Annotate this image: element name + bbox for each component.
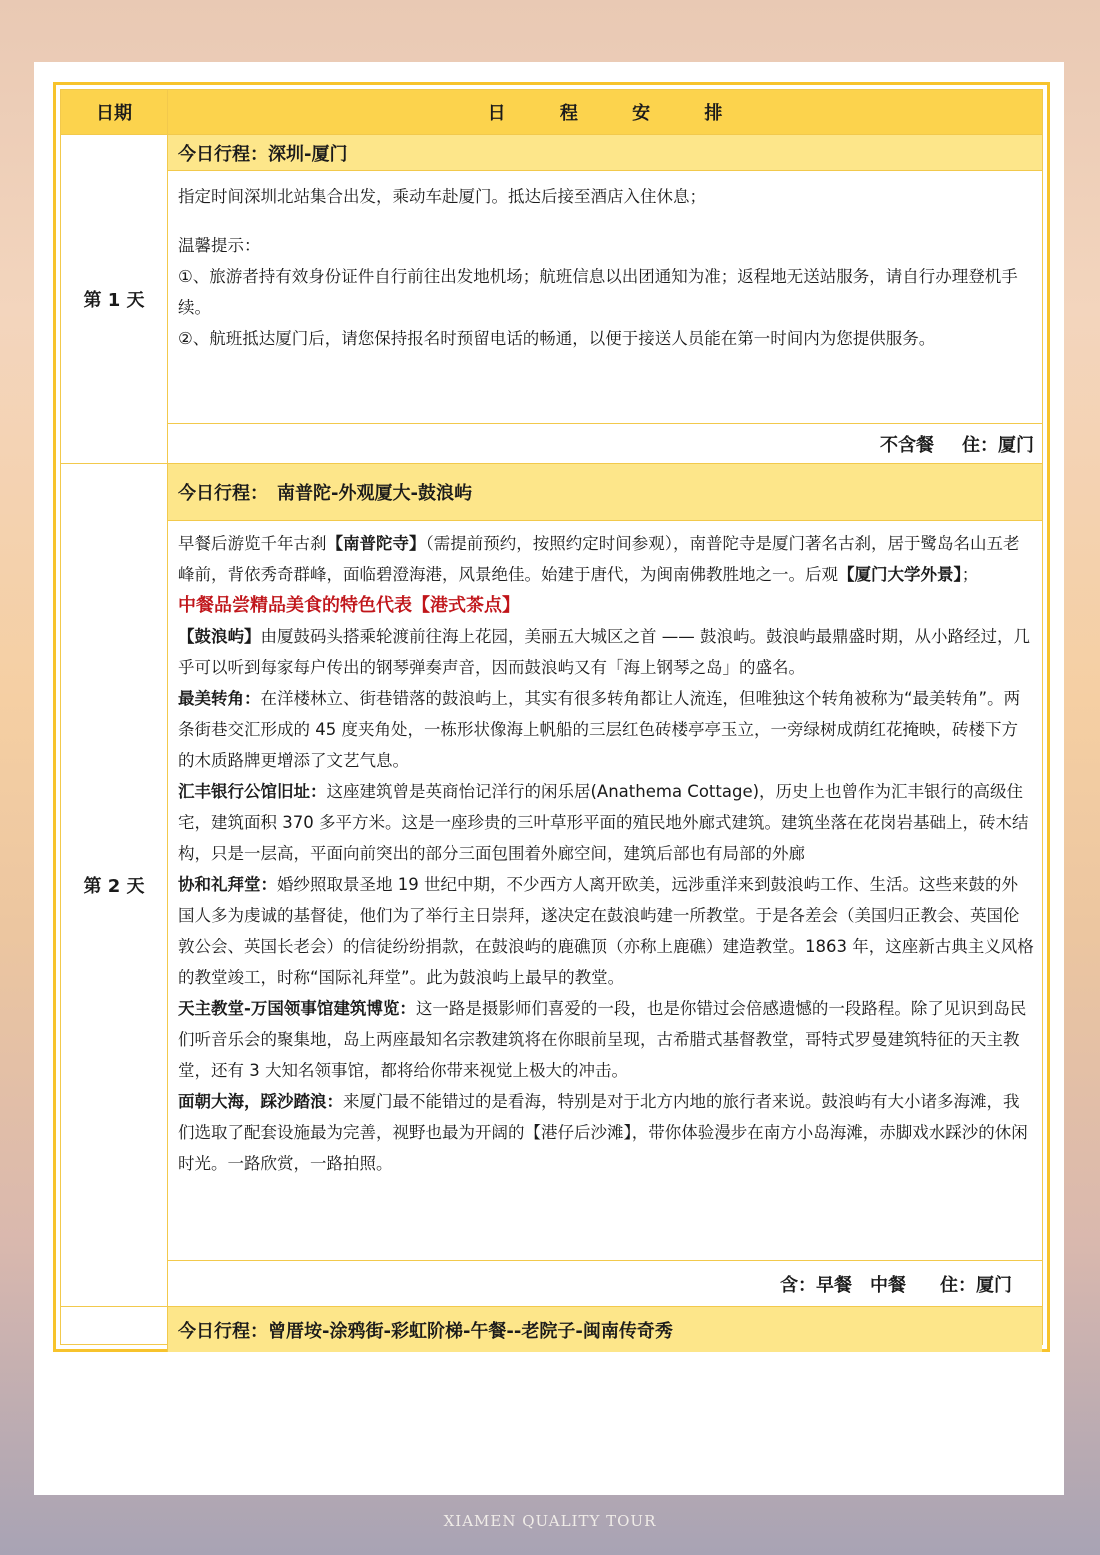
day-1-label: 第 1 天	[83, 290, 145, 311]
section-catholic-church: 天主教堂-万国领事馆建筑博览：这一路是摄影师们喜爱的一段，也是你错过会倍感遗憾的一段路程。除了见识到岛民们听音乐会的聚集地，岛上两座最知名宗教建筑将在你眼前呈现，古希腊式基督教堂，哥特式罗曼建筑特征的天主教堂，还有 3 大知名领事馆，都将给你带来视觉上极大的冲击。	[178, 999, 1027, 1080]
day-2-label: 第 2 天	[83, 876, 145, 897]
day-1-title: 今日行程：深圳-厦门	[168, 135, 1042, 170]
day-2-meals: 含：早餐 中餐	[780, 1274, 906, 1296]
day-1-paragraph: ①、旅游者持有效身份证件自行前往出发地机场；航班信息以出团通知为准；返程地无送站服务，请自行办理登机手续。	[178, 267, 1018, 317]
day-1-content	[178, 181, 1034, 354]
day-3-title: 今日行程：曾厝垵-涂鸦街-彩虹阶梯-午餐--老院子-闽南传奇秀	[168, 1307, 1042, 1352]
table-inner	[60, 89, 1043, 1345]
day-1-paragraph: 指定时间深圳北站集合出发，乘动车赴厦门。抵达后接至酒店入住休息；	[178, 187, 706, 206]
day-1-footer	[168, 424, 1042, 463]
day-2-stay: 住：厦门	[940, 1274, 1012, 1296]
header-schedule: 日 程 安 排	[167, 90, 1042, 134]
day-2-cell	[167, 464, 1042, 1306]
section-union-church: 协和礼拜堂：婚纱照取景圣地 19 世纪中期，不少西方人离开欧美，远涉重洋来到鼓浪屿工作、生活。这些来鼓的外国人多为虔诚的基督徒，他们为了举行主日崇拜，遂决定在鼓浪屿建一所教堂。于是各差会（美国归正教会、英国伦敦公会、英国长老会）的信徒纷纷捐款，在鼓浪屿的鹿礁顶（亦称上鹿礁）建造教堂。1863 年，这座新古典主义风格的教堂竣工，时称“国际礼拜堂”。此为鼓浪屿上最早的教堂。	[178, 875, 1034, 987]
day-2-content	[178, 528, 1034, 1179]
section-best-corner: 最美转角：在洋楼林立、街巷错落的鼓浪屿上，其实有很多转角都让人流连，但唯独这个转角被称为“最美转角”。两条街巷交汇形成的 45 度夹角处，一栋形状像海上帆船的三层红色砖楼亭亭玉立，一旁绿树成荫红花掩映，砖楼下方的木质路牌更增添了文艺气息。	[178, 689, 1021, 770]
day-1-cell	[167, 135, 1042, 463]
section-gulangyu: 【鼓浪屿】由厦鼓码头搭乘轮渡前往海上花园，美丽五大城区之首 —— 鼓浪屿。鼓浪屿最鼎盛时期，从小路经过，几乎可以听到每家每户传出的钢琴弹奏声音，因而鼓浪屿又有「海上钢琴之岛」的盛名。	[178, 627, 1030, 677]
day-1-meals: 不含餐	[880, 434, 934, 456]
day-1-paragraph: 温馨提示：	[178, 236, 261, 255]
day-1-stay: 住：厦门	[962, 434, 1034, 456]
day-2-footer	[168, 1261, 1042, 1306]
day-2-intro: 早餐后游览千年古刹【南普陀寺】（需提前预约，按照约定时间参观），南普陀寺是厦门著名古刹，居于鹭岛名山五老峰前，背依秀奇群峰，面临碧澄海港，风景绝佳。始建于唐代，为闽南佛教胜地之一。后观【厦门大学外景】；	[178, 534, 1020, 584]
lunch-highlight: 中餐品尝精品美食的特色代表【港式茶点】	[178, 595, 520, 616]
itinerary-table	[53, 82, 1050, 1352]
day-3-label	[61, 1307, 167, 1352]
section-hsbc-mansion: 汇丰银行公馆旧址：这座建筑曾是英商怡记洋行的闲乐居(Anathema Cottage)，历史上也曾作为汇丰银行的高级住宅，建筑面积 370 多平方米。这是一座珍贵的三叶草形平面的殖民地外廊式建筑。建筑坐落在花岗岩基础上，砖木结构，只是一层高，平面向前突出的部分三面包围着外廊空间，建筑后部也有局部的外廊	[178, 782, 1029, 863]
day-3-cell	[167, 1307, 1042, 1352]
brand-watermark: XIAMEN QUALITY TOUR	[443, 1512, 657, 1530]
header-date: 日期	[61, 90, 167, 134]
day-1-paragraph: ②、航班抵达厦门后，请您保持报名时预留电话的畅通，以便于接送人员能在第一时间内为您提供服务。	[178, 329, 936, 348]
section-beach: 面朝大海，踩沙踏浪：来厦门最不能错过的是看海，特别是对于北方内地的旅行者来说。鼓浪屿有大小诸多海滩，我们选取了配套设施最为完善，视野也最为开阔的【港仔后沙滩】，带你体验漫步在南方小岛海滩，赤脚戏水踩沙的休闲时光。一路欣赏，一路拍照。	[178, 1092, 1028, 1173]
day-2-title: 今日行程： 南普陀-外观厦大-鼓浪屿	[168, 464, 1042, 520]
